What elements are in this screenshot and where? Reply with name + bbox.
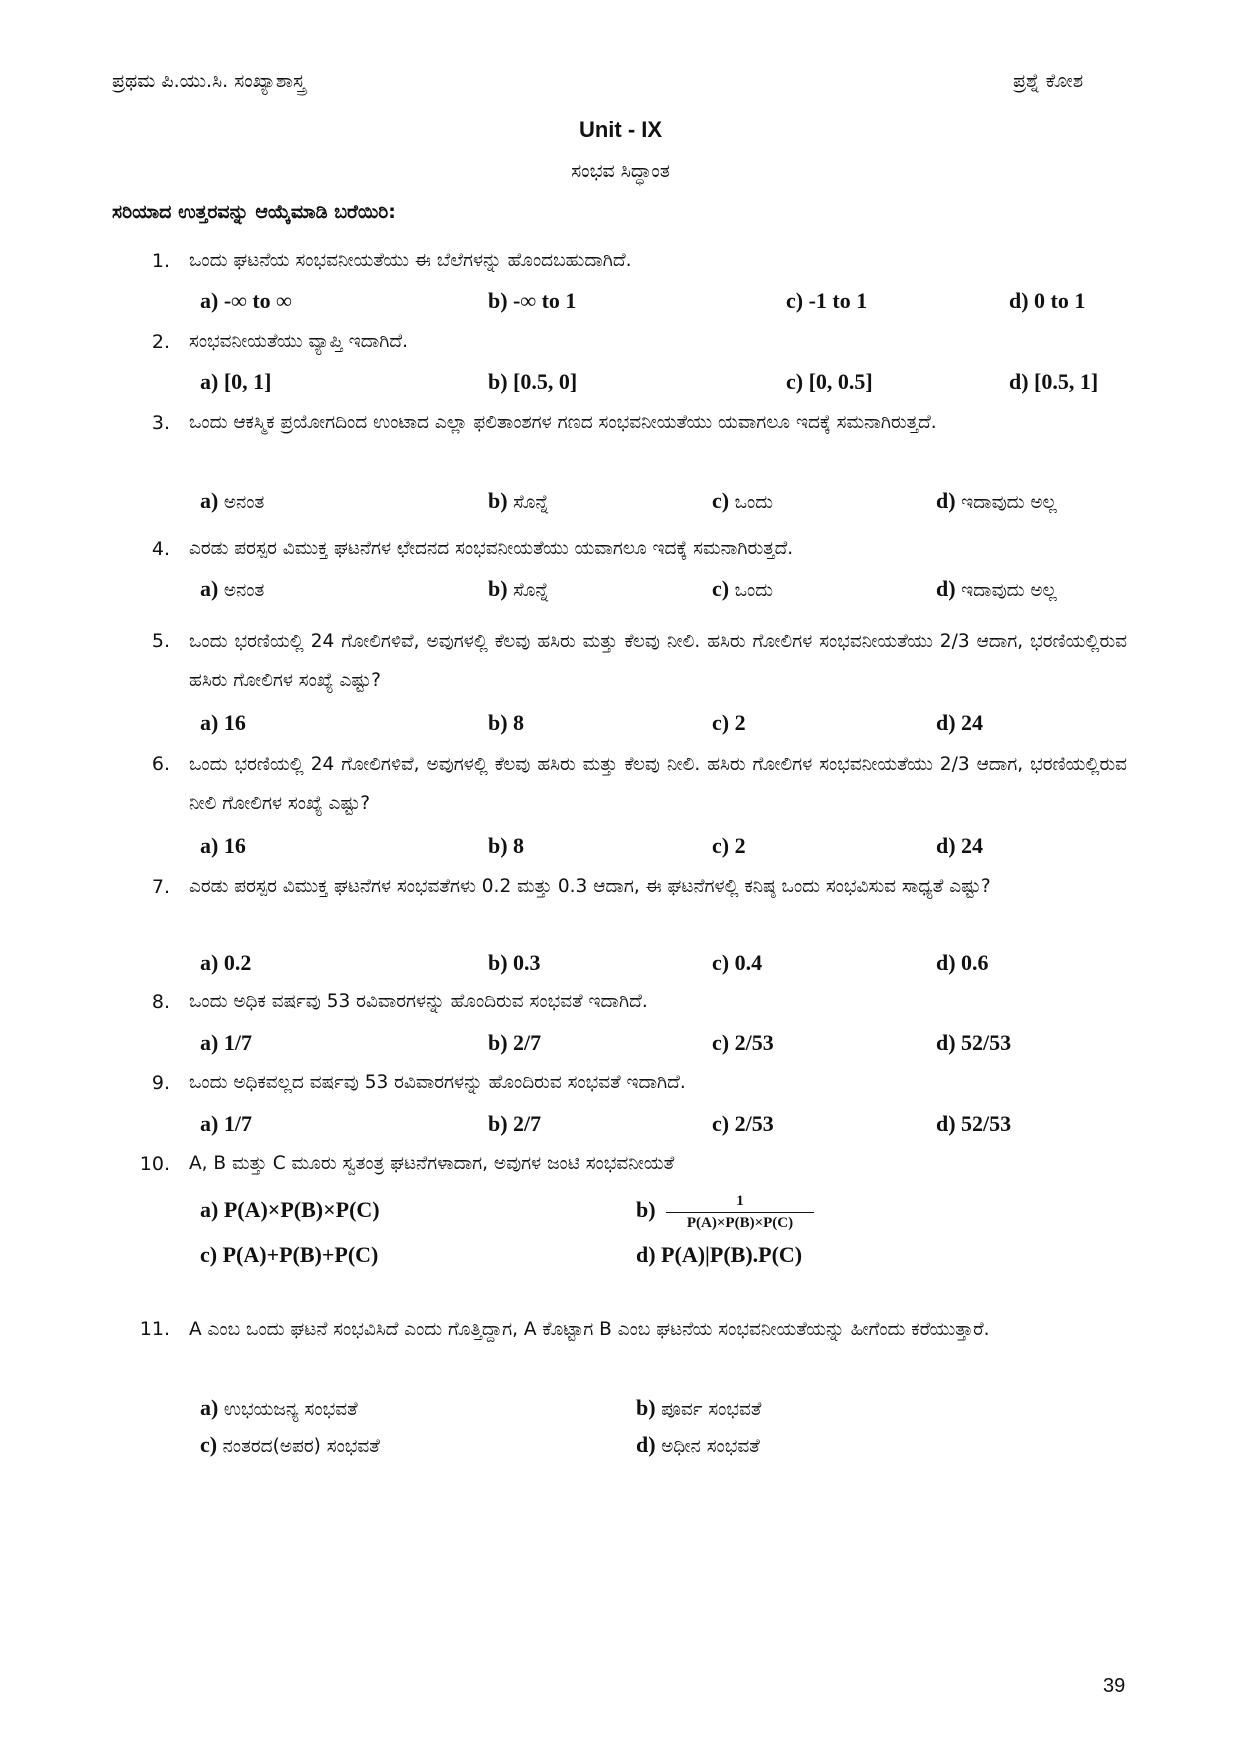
question-text: A ಎಂಬ ಒಂದು ಘಟನೆ ಸಂಭವಿಸಿದೆ ಎಂದು ಗೊತ್ತಿದ್ದಾಗ, A ಕೊಟ್ಟಾಗ B ಎಂಬ ಘಟನೆಯ ಸಂಭವನೀಯತೆಯನ್ನು ಹೀಗೆಂದು ಕರೆಯುತ್ತಾರೆ. (189, 1319, 990, 1340)
option-b: b) [0.5, 0] (488, 369, 578, 394)
option-c: c) ನಂತರದ(ಅಪರ) ಸಂಭವತೆ (200, 1432, 380, 1457)
option-d: d) 0 to 1 (1009, 288, 1086, 313)
option-d: d) ಇದಾವುದು ಅಲ್ಲ (936, 576, 1057, 601)
option-d: d) ಇದಾವುದು ಅಲ್ಲ (936, 488, 1057, 513)
option-b: b) (636, 1197, 656, 1222)
option-b: b) -∞ to 1 (488, 288, 577, 313)
option-a: a) ಉಭಯಜನ್ಯ ಸಂಭವತೆ (200, 1395, 358, 1420)
question-number: 5. (151, 630, 170, 652)
page-number: 39 (1103, 1675, 1126, 1697)
option-a: a) -∞ to ∞ (200, 288, 292, 313)
instruction: ಸರಿಯಾದ ಉತ್ತರವನ್ನು ಆಯ್ಕೆಮಾಡಿ ಬರೆಯಿರಿ: (112, 201, 396, 223)
question-number: 3. (151, 412, 170, 434)
fraction-denominator: P(A)×P(B)×P(C) (666, 1212, 814, 1232)
option-d: d) [0.5, 1] (1009, 369, 1099, 394)
option-b: b) 8 (488, 833, 525, 858)
question-number: 8. (151, 991, 170, 1013)
question-text: ಎರಡು ಪರಸ್ಪರ ವಿಮುಕ್ತ ಘಟನೆಗಳ ಸಂಭವತೆಗಳು 0.2 ಮತ್ತು 0.3 ಆದಾಗ, ಈ ಘಟನೆಗಳಲ್ಲಿ ಕನಿಷ್ಠ ಒಂದು ಸಂಭವಿಸುವ ಸಾಧ್ಯತೆ ಎಷ್ಟು? (189, 876, 991, 897)
option-b: b) 8 (488, 710, 525, 735)
question-number: 6. (151, 753, 170, 775)
option-d: d) 24 (936, 833, 984, 858)
question-number: 9. (151, 1072, 170, 1094)
option-a: a) ಅನಂತ (200, 576, 265, 601)
option-c: c) 2 (712, 710, 746, 735)
question-text: ಒಂದು ಆಕಸ್ಮಿಕ ಪ್ರಯೋಗದಿಂದ ಉಂಟಾದ ಎಲ್ಲಾ ಫಲಿತಾಂಶಗಳ ಗಣದ ಸಂಭವನೀಯತೆಯು ಯವಾಗಲೂ ಇದಕ್ಕೆ ಸಮನಾಗಿರುತ್ತದೆ. (189, 412, 937, 433)
unit-title: Unit - IX (578, 117, 663, 142)
question-text: ಸಂಭವನೀಯತೆಯು ವ್ಯಾಪ್ತಿ ಇದಾಗಿದೆ. (189, 331, 408, 352)
question-text: ಎರಡು ಪರಸ್ಪರ ವಿಮುಕ್ತ ಘಟನೆಗಳ ಛೇದನದ ಸಂಭವನೀಯತೆಯು ಯವಾಗಲೂ ಇದಕ್ಕೆ ಸಮನಾಗಿರುತ್ತದೆ. (189, 538, 794, 559)
header-right: ಪ್ರಶ್ನೆ ಕೋಶ (1013, 70, 1084, 92)
option-c: c) ಒಂದು (712, 488, 774, 513)
option-a: a) P(A)×P(B)×P(C) (200, 1197, 380, 1222)
chapter-subtitle: ಸಂಭವ ಸಿದ್ಧಾಂತ (571, 160, 670, 182)
question-text: ಒಂದು ಘಟನೆಯ ಸಂಭವನೀಯತೆಯು ಈ ಬೆಲೆಗಳನ್ನು ಹೊಂದಬಹುದಾಗಿದೆ. (189, 250, 632, 271)
question-number: 11. (139, 1318, 170, 1340)
fraction-numerator: 1 (736, 1193, 744, 1209)
option-b: b) ಪೂರ್ವ ಸಂಭವತೆ (636, 1395, 762, 1420)
question-text: ಒಂದು ಅಧಿಕ ವರ್ಷವು 53 ರವಿವಾರಗಳನ್ನು ಹೊಂದಿರುವ ಸಂಭವತೆ ಇದಾಗಿದೆ. (189, 991, 648, 1012)
option-c: c) 2/53 (712, 1030, 774, 1055)
option-a: a) [0, 1] (200, 369, 272, 394)
option-c: c) 2 (712, 833, 746, 858)
option-d: d) P(A)|P(B).P(C) (636, 1242, 803, 1267)
option-b: b) 2/7 (488, 1111, 542, 1136)
question-number: 4. (151, 538, 170, 560)
option-c: c) [0, 0.5] (786, 369, 873, 394)
question-number: 7. (151, 876, 170, 898)
question-text: ಒಂದು ಭರಣಿಯಲ್ಲಿ 24 ಗೋಲಿಗಳಿವೆ, ಅವುಗಳಲ್ಲಿ ಕೆಲವು ಹಸಿರು ಮತ್ತು ಕೆಲವು ನೀಲಿ. ಹಸಿರು ಗೋಲಿಗಳ ಸಂಭವನೀಯತೆಯು 2/3 ಆದಾಗ, ಭರಣಿಯಲ್ಲಿರುವ ನೀಲಿ ಗೋಲಿಗಳ ಸಂಖ್ಯೆ ಎಷ್ಟು? (189, 754, 1127, 814)
option-d: d) 52/53 (936, 1111, 1012, 1136)
option-a: a) 16 (200, 710, 246, 735)
option-a: a) 1/7 (200, 1030, 252, 1055)
option-a: a) 1/7 (200, 1111, 252, 1136)
option-a: a) 16 (200, 833, 246, 858)
question-text: A, B ಮತ್ತು C ಮೂರು ಸ್ವತಂತ್ರ ಘಟನೆಗಳಾದಾಗ, ಅವುಗಳ ಜಂಟಿ ಸಂಭವನೀಯತೆ (189, 1153, 675, 1174)
question-number: 2. (151, 331, 170, 353)
question-text: ಒಂದು ಭರಣಿಯಲ್ಲಿ 24 ಗೋಲಿಗಳಿವೆ, ಅವುಗಳಲ್ಲಿ ಕೆಲವು ಹಸಿರು ಮತ್ತು ಕೆಲವು ನೀಲಿ. ಹಸಿರು ಗೋಲಿಗಳ ಸಂಭವನೀಯತೆಯು 2/3 ಆದಾಗ, ಭರಣಿಯಲ್ಲಿರುವ ಹಸಿರು ಗೋಲಿಗಳ ಸಂಖ್ಯೆ ಎಷ್ಟು? (189, 631, 1127, 691)
option-d: d) 24 (936, 710, 984, 735)
option-b: b) ಸೊನ್ನೆ (488, 488, 549, 513)
option-a: a) ಅನಂತ (200, 488, 265, 513)
option-b: b) ಸೊನ್ನೆ (488, 576, 549, 601)
option-c: c) P(A)+P(B)+P(C) (200, 1242, 379, 1267)
option-c: c) -1 to 1 (786, 288, 868, 313)
option-b: b) 0.3 (488, 950, 541, 975)
option-c: c) 0.4 (712, 950, 763, 975)
header-left: ಪ್ರಥಮ ಪಿ.ಯು.ಸಿ. ಸಂಖ್ಯಾಶಾಸ್ತ್ರ (112, 70, 306, 92)
option-c: c) ಒಂದು (712, 576, 774, 601)
option-d: d) ಅಧೀನ ಸಂಭವತೆ (636, 1432, 760, 1457)
option-b: b) 2/7 (488, 1030, 542, 1055)
question-number: 10. (139, 1153, 170, 1175)
fraction (666, 1193, 814, 1232)
option-c: c) 2/53 (712, 1111, 774, 1136)
option-d: d) 0.6 (936, 950, 989, 975)
option-d: d) 52/53 (936, 1030, 1012, 1055)
question-text: ಒಂದು ಅಧಿಕವಲ್ಲದ ವರ್ಷವು 53 ರವಿವಾರಗಳನ್ನು ಹೊಂದಿರುವ ಸಂಭವತೆ ಇದಾಗಿದೆ. (189, 1072, 686, 1093)
question-number: 1. (151, 250, 170, 272)
option-a: a) 0.2 (200, 950, 252, 975)
